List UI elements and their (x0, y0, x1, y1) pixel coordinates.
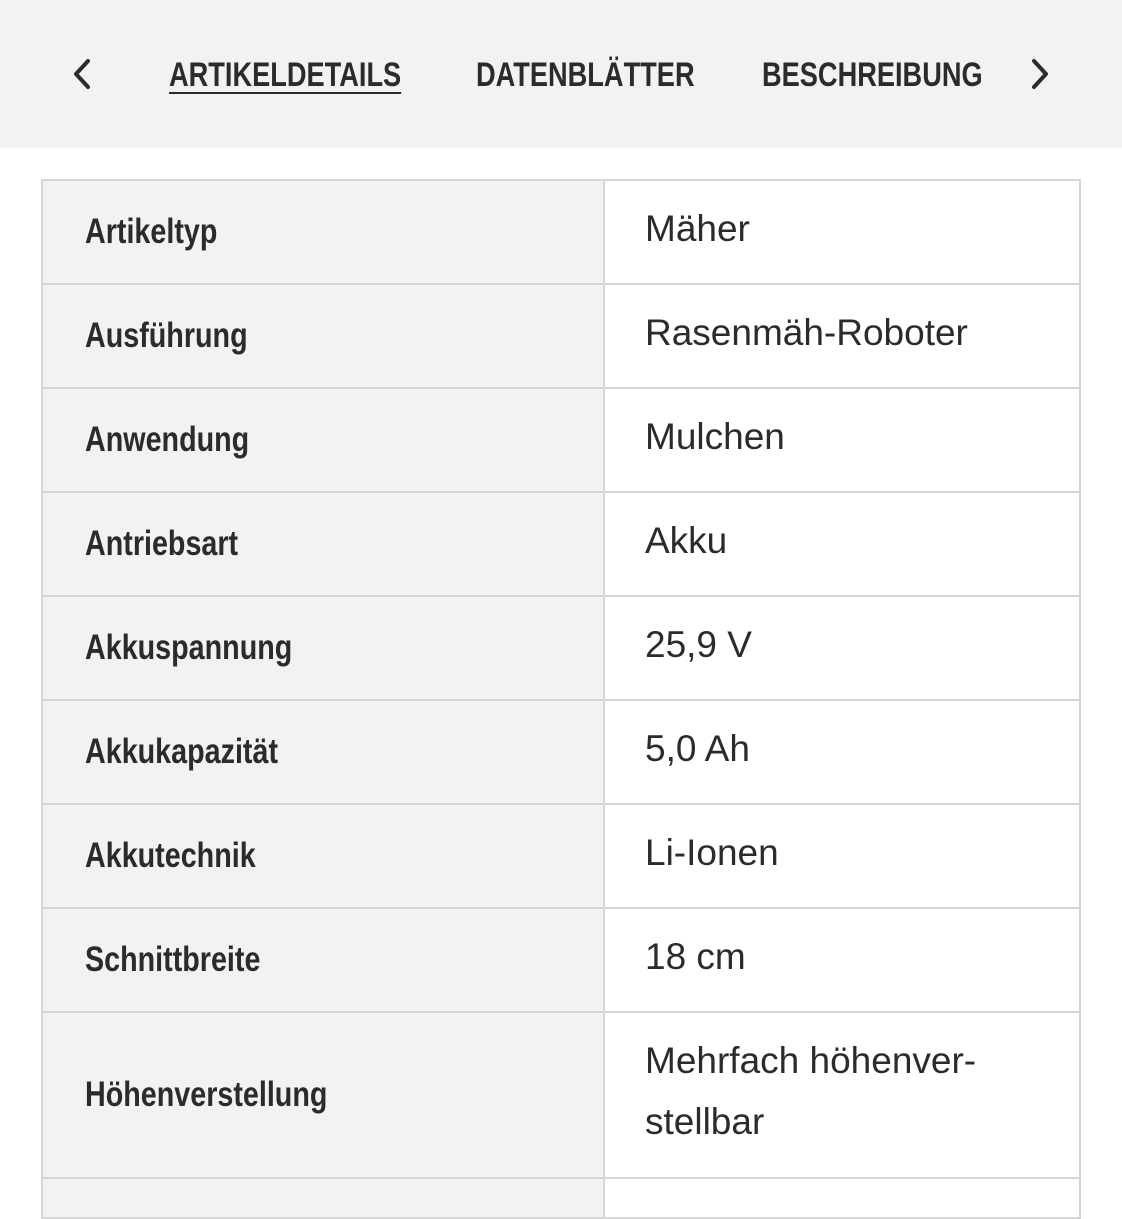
spec-value-cell (604, 180, 1080, 284)
spec-value-cell (604, 388, 1080, 492)
spec-key-cell (42, 700, 604, 804)
spec-value-cell (604, 596, 1080, 700)
spec-key: Schnittbreite (85, 940, 261, 979)
tab-artikeldetails[interactable]: ARTIKELDETAILS (169, 56, 402, 94)
table-row (42, 700, 1080, 804)
table-row (42, 492, 1080, 596)
spec-value: 18 cm (645, 935, 746, 977)
spec-key: Ausführung (85, 316, 248, 355)
table-row (42, 804, 1080, 908)
table-row (42, 284, 1080, 388)
spec-value-cell (604, 492, 1080, 596)
spec-key-cell (42, 388, 604, 492)
spec-key-cell (42, 284, 604, 388)
spec-value: Li-Ionen (645, 831, 779, 873)
spec-value-cell (604, 804, 1080, 908)
table-row (42, 596, 1080, 700)
spec-table (41, 179, 1081, 1219)
spec-value-cell (604, 908, 1080, 1012)
spec-value-line: stellbar (645, 1101, 765, 1142)
spec-value-cell (604, 1012, 1080, 1178)
spec-value: Mulchen (645, 415, 785, 457)
tabs-next-button[interactable] (1020, 54, 1060, 94)
tabs-prev-button[interactable] (62, 54, 102, 94)
spec-value-cell (604, 700, 1080, 804)
spec-key: Anwendung (85, 420, 250, 459)
spec-key-cell (42, 1178, 604, 1218)
table-row (42, 388, 1080, 492)
spec-key: Akkuspannung (85, 628, 293, 667)
spec-value: 25,9 V (645, 623, 752, 665)
table-row (42, 1012, 1080, 1178)
spec-key: Akkutechnik (85, 836, 256, 875)
chevron-left-icon (71, 57, 93, 91)
table-row (42, 1178, 1080, 1218)
spec-value-cell (604, 284, 1080, 388)
spec-value: Akku (645, 519, 728, 561)
spec-key-cell (42, 908, 604, 1012)
tab-bar (0, 0, 1122, 148)
spec-key: Höhenverstellung (85, 1075, 328, 1114)
spec-key-cell (42, 596, 604, 700)
spec-value (645, 1030, 1039, 1152)
tab-beschreibung[interactable]: BESCHREIBUNG (762, 56, 983, 94)
spec-value: Mäher (645, 207, 750, 249)
table-row (42, 908, 1080, 1012)
spec-key: Antriebsart (85, 524, 239, 563)
spec-key-cell (42, 804, 604, 908)
spec-value: Rasenmäh-Roboter (645, 311, 968, 353)
spec-key-cell (42, 1012, 604, 1178)
tab-datenblaetter[interactable]: DATENBLÄTTER (476, 56, 695, 94)
spec-value: 5,0 Ah (645, 727, 750, 769)
chevron-right-icon (1029, 57, 1051, 91)
spec-key: Akkukapazität (85, 732, 279, 771)
spec-value-cell (604, 1178, 1080, 1218)
spec-key: Artikeltyp (85, 212, 218, 251)
table-row (42, 180, 1080, 284)
spec-key-cell (42, 492, 604, 596)
spec-key-cell (42, 180, 604, 284)
spec-value-line: Mehrfach höhenver- (645, 1040, 977, 1081)
